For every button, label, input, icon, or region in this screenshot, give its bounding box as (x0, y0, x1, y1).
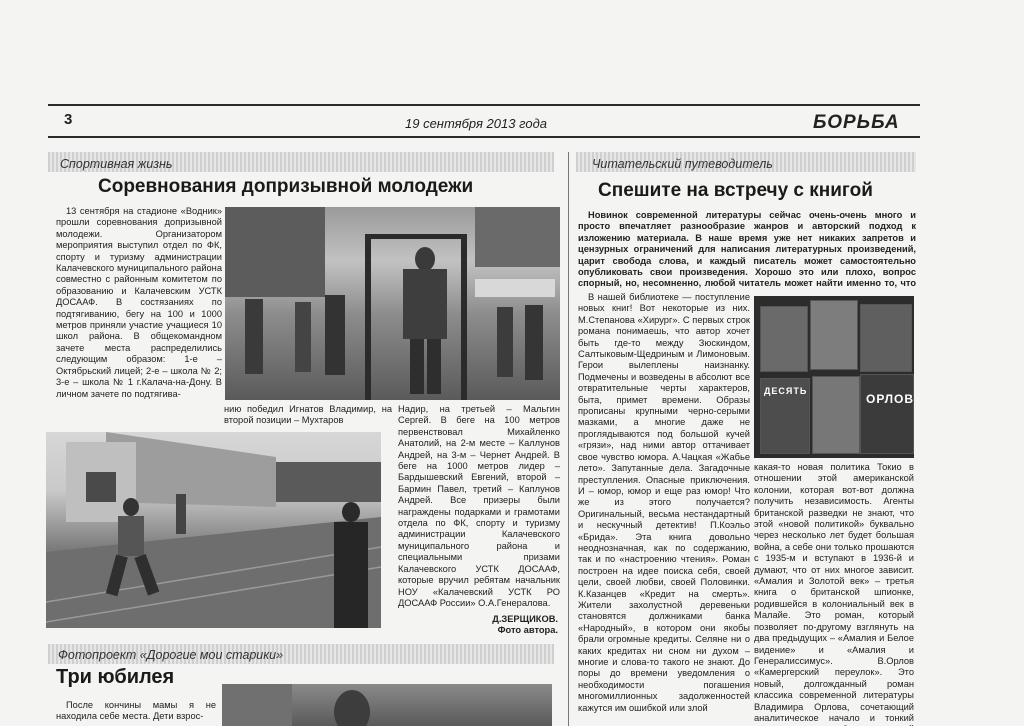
headline-left: Соревнования допризывной молодежи (98, 176, 474, 197)
left-article-col2-text: нию победил Игнатов Владимир, на второй позиции – Мухтаров (224, 404, 392, 426)
photoproject-text: После кончины мамы я не находила себе места. Дети взрос- (56, 700, 216, 722)
left-article-col3 (398, 404, 560, 614)
right-article-lead: Новинок современной литературы сейчас очень-очень много и просто впечатляет разнообразие жанров и авторский подход к изложению материала. В наше время уже нет никаких запретов и цензурных ограничений для написания литературных произведений, царит свобода слова, и каждый писатель может самостоятельно опубликовать свои произведения. Хорошо это или плохо, вопрос спорный, но, несомненно, любой читатель может найти именно то, что (578, 210, 916, 289)
column-divider (568, 152, 569, 726)
left-article-col1 (56, 206, 222, 428)
masthead: БОРЬБА (813, 112, 900, 133)
article-signature: Д.ЗЕРЩИКОВ. (492, 614, 558, 624)
pullup-photo (225, 207, 560, 400)
book-cover-title-1: ОРЛОВ (866, 392, 914, 406)
portrait-photo (222, 684, 552, 726)
headline-photoproject: Три юбилея (56, 666, 175, 688)
left-article-col2 (224, 404, 392, 430)
rubric-right: Читательский путеводитель (592, 157, 773, 171)
rubric-left: Спортивная жизнь (60, 157, 173, 171)
right-article-col1: В нашей библиотеке — поступление новых книг! Вот некоторые из них. М.Степанова «Хирург». С первых строк романа понимаешь, что автор хочет быть где-то между Зюскиндом, Салтыковым-Щедриным и Лимоновым. Герои вылеплены наизнанку. Подмечены и возведены в абсолют все отвратительные черты характеров, быта, примет времени. Образы прописаны крупными черно-серыми мазками, а многие даже не проглядываются под большой кучей «грязи», над ними автор оттачивает свое чувство юмора. А.Чацкая «Жабье лето». Запутанные дела. Загадочные преступления. Опасные приключения. И – юмор, юмор и еще раз юмор! Что же из этого получается? Оригинальный, весьма нестандартный и нескучный детектив! П.Коэльо «Брида». Эта книга довольно неоднозначная, как по содержанию, так и по «настроению чтения». Роман построен на идее поиска себя, своей цели, своей любви, своей Половинки. К.Казанцев «Кредит на смерть». Жители захолустной деревеньки становятся должниками банка «Народный», в котором они якобы брали огромные кредиты. Селяне ни о каких кредитах ни сном ни духом – многие и слова-то такого не знают. До поры до времени уведомления о необходимости погашения многомиллионных задолженностей кажутся им ошибкой или злой (578, 292, 750, 713)
header-rule-bottom (48, 136, 920, 138)
page-number: 3 (64, 111, 73, 128)
book-cover-title-2: ДЕСЯТЬ (764, 386, 808, 396)
books-photo (754, 296, 914, 458)
rubric-photoproject: Фотопроект «Дорогие мои старики» (58, 648, 284, 662)
headline-right: Спешите на встречу с книгой (598, 180, 873, 201)
issue-date: 19 сентября 2013 года (405, 116, 547, 131)
running-photo (46, 432, 381, 628)
left-article-col3-text: Надир, на третьей – Мальгин Сергей. В беге на 100 метров первенствовал Михайленко Анатолий, на 2-м месте – Каллунов Андрей, на 3-м – Чернет Андрей. В беге на 1000 метров лидер – Бардышевский Евгений, второй – Бармин Павел, третий – Каплунов Андрей. Все призеры были награждены подарками и грамотами отдела по ФК, спорту и туризму администрации Калачевского муниципального района и специальными призами Калачевского УСТК ДОСААФ, которые вручил ребятам начальник НОУ «Калачевский УСТК РО ДОСААФ России» О.А.Генералова. (398, 404, 560, 608)
photo-credit: Фото автора. (497, 625, 558, 635)
header-rule-top (48, 104, 920, 106)
left-article-col1-text: 13 сентября на стадионе «Водник» прошли соревнования допризывной молодежи. Организатором мероприятия выступил отдел по ФК, спорту и туризму администрации Калачевского муниципального района совместно с районным комитетом по образованию и Калачевским УСТК ДОСААФ. В состязаниях по подтягиванию, бегу на 100 и 1000 метров приняли участие учащиеся 10 школ района. В общекомандном зачете места распределились следующим образом: 1-е – Октябрьский лицей; 2-е – школа № 2; 3-е – школа № 1 г.Калача-на-Дону. В личном зачете по подтягива- (56, 206, 222, 399)
right-article-col2: какая-то новая политика Токио в отношении этой американской колонии, которая вот-вот должна получить независимость. Агенты британской разведки не знают, что этой «новой политикой» буквально через несколько лет будет большая война, а себе они только прошаются с 1935-м и вступают в 1936-й и думают, что от них многое зависит. «Амалия и Золотой век» – третья книга о британской шпионке, родившейся в колониальный век в Малайе. Это роман, который позволяет по-другому взглянуть на два предыдущих – «Амалия и Белое видение» и «Амалия и Генералиссимус». В.Орлов «Камергерский переулок». Это новый, долгожданный роман классика современной литературы Владимира Орлова, сочетающий аналитическое начало и тонкий (754, 462, 914, 723)
